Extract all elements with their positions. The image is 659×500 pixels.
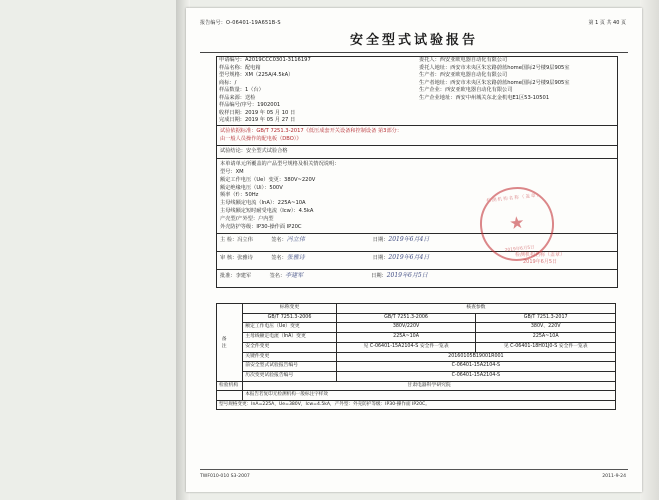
field-value: 2019 年 05 月 27 日: [244, 117, 296, 124]
signature-date-label: 日期：: [372, 255, 389, 262]
column-header-params: 核查参数: [336, 304, 615, 314]
signature-date-label: 日期：: [372, 237, 389, 244]
metadata-right-column: [417, 57, 617, 125]
cell-value-span: 甘肃电器科学研究院: [243, 381, 616, 391]
field-value: 西安市未央区朱宏路蔚蓝home国际2号楼9层905室: [450, 64, 570, 71]
field-label: 委托人：: [419, 57, 440, 63]
remarks-side-label-text: 备注: [220, 335, 226, 350]
cell-row-label: 关键件变更: [243, 352, 337, 362]
field-value: 西安亚欧电器自动化有限公司: [444, 87, 513, 94]
seal-date-label: 2019年6月5日: [522, 258, 558, 265]
title-divider: [200, 52, 628, 53]
signature-label: 签名：: [271, 237, 287, 244]
page-right-gutter: [640, 0, 659, 500]
list-item: [219, 117, 415, 125]
list-item: 主母线额定短时耐受电流（Icw）：4.5kA: [220, 207, 314, 214]
list-item: [219, 102, 415, 110]
signature-handwriting: 冯立伟: [286, 236, 305, 244]
table-row: [217, 391, 616, 401]
list-item: 外壳防护等级：IP30-操作面 IP20C: [220, 223, 302, 230]
list-item: [419, 87, 615, 95]
field-value: 配电箱: [244, 64, 261, 71]
field-label: 商标：: [219, 79, 235, 86]
list-item: [419, 95, 615, 103]
field-value: 1902001: [257, 102, 281, 109]
field-label: 样品来源：: [219, 94, 245, 101]
metadata-left-column: [217, 57, 417, 125]
field-value: 西安市未央区朱宏路蔚蓝home国际2号楼9层905室: [450, 79, 570, 86]
signature-role: 主 检：: [220, 237, 238, 244]
cell-value-old: 380V/220V: [336, 323, 476, 333]
list-item: [219, 57, 415, 65]
cell-row-label: 历次变更试验报告编号: [243, 371, 337, 381]
cell-row-label: 前安全型式试验报告编号: [243, 362, 337, 372]
table-header-row: [217, 304, 616, 314]
cell-value-span: 20160105B19001R001: [336, 352, 615, 362]
cell-value-new: 225A~10A: [476, 333, 616, 343]
report-number: [200, 20, 281, 27]
signature-role: 批准：: [220, 273, 236, 280]
star-icon: ★: [508, 212, 526, 235]
field-value: XM（225A/4.5kA）: [244, 72, 294, 79]
report-number-label: 报告编号：: [200, 20, 227, 26]
table-row: [217, 381, 616, 391]
list-item: [419, 57, 615, 65]
field-value: 2019 年 05 月 10 日: [244, 109, 296, 116]
field-value: 西安亚欧电器自动化有限公司: [439, 57, 508, 63]
cell-row-label: 安全件变更: [243, 342, 337, 352]
metadata-table: [217, 57, 617, 125]
unit-intro: 本单请单元所覆盖的产品型号规格及相关情况说明：: [220, 161, 340, 168]
field-label: 样品名称：: [219, 64, 245, 71]
list-item: 额定工作电压（Ue）变更：380V~220V: [220, 176, 316, 183]
field-label: 生产者：: [419, 72, 440, 79]
field-label: 生产企业地址：: [419, 94, 456, 101]
list-item: [419, 80, 615, 88]
list-item: [419, 72, 615, 80]
cell-standard-old-label: GB/T 7251.3-2006: [243, 313, 337, 323]
conclusion-text: 试验结论：安全型式试验合格: [220, 148, 288, 155]
page-number: 第 1 页 共 40 页: [588, 20, 626, 26]
seal-annotation: [494, 252, 586, 276]
footer-right-date: 2011-9-24: [602, 473, 626, 479]
list-item: [219, 72, 415, 80]
cell-note-2: 型号规格变更：InA=225A，Ue=380V，Icw=4.5kA，产外型：外壳防护等级：IP30-操作面 IP20C。: [217, 401, 616, 410]
cell-value-new: 380V、220V: [476, 323, 616, 333]
table-row: [217, 371, 616, 381]
signature-date: 2019年6月5日: [386, 272, 428, 280]
conclusion-section: [217, 145, 617, 158]
cell-value-old: 见 C-06401-15A2104-S 安全件一览表: [336, 342, 476, 352]
cell-value-span: C-06401-15A2104-S: [336, 362, 615, 372]
field-value: 西安亚欧电器自动化有限公司: [439, 72, 508, 79]
unit-description-section: [217, 158, 617, 233]
signature-label: 签名：: [269, 273, 286, 280]
seal-bottom-text: 2019年6月5日: [504, 245, 535, 254]
document-content: [194, 16, 634, 482]
cell-value-span: C-06401-15A2104-S: [336, 371, 615, 381]
signature-date-label: 日期：: [371, 273, 387, 280]
signature-name: 冯立伟: [237, 237, 253, 244]
table-row: [217, 342, 616, 352]
field-value: /: [234, 79, 237, 86]
footer-divider: [200, 469, 628, 470]
standard-line-2: 由一般人员操作的配电板（DBO）》: [220, 135, 302, 142]
list-item: 主母线额定电流（InA）：225A~10A: [220, 200, 306, 207]
list-item: 产壳型/产外型：户内型: [220, 215, 274, 222]
field-label: 样品编号/序号：: [219, 102, 258, 109]
signature-label: 签名：: [271, 255, 287, 262]
cell-row-label: 检验机构: [217, 381, 243, 391]
table-row: [217, 362, 616, 372]
document-title: 安全型式试验报告: [349, 33, 478, 48]
list-item: [419, 65, 615, 73]
scanned-document-page: [186, 8, 642, 492]
cell-row-label: 额定工作电压（Ue）变更: [243, 323, 337, 333]
remarks-side-label: [217, 304, 243, 382]
seal-org-label: 检测机构名称（盖章）: [514, 252, 565, 258]
list-item: 型号：XM: [220, 168, 244, 175]
table-row: [217, 313, 616, 323]
field-label: 完成日期：: [219, 117, 245, 124]
table-row: [217, 57, 617, 125]
table-row: [217, 323, 616, 333]
list-item: [219, 65, 415, 73]
standard-line-1: 试验依据标准：GB/T 7251.3-2017《低压成套开关设备和控制设备 第3部分：: [220, 127, 403, 134]
field-value: 西安中州城关东北金机电E1区53-10501: [455, 94, 550, 101]
list-item: 频率（f）：50Hz: [220, 192, 259, 199]
cell-value-new: 见 C-06401-18H01J0-S 安全件一览表: [476, 342, 616, 352]
field-label: 委托人地址：: [419, 64, 451, 71]
signature-name: 李建军: [235, 273, 252, 280]
list-item: 额定绝缘电压（Ui）：500V: [220, 184, 283, 191]
cell-value-old: 225A~10A: [336, 333, 476, 343]
field-label: 申请编号：: [219, 57, 245, 63]
standard-basis-section: [217, 125, 617, 146]
seal-top-text: 检测机构名称（盖章）: [486, 193, 543, 205]
cell-note-1: 本报告若复印无检测机构一般标注字样效: [243, 391, 616, 401]
signature-role: 审 核：: [220, 255, 238, 262]
field-value: 送检: [244, 94, 256, 101]
column-header-change: 标称变更: [243, 304, 337, 314]
field-label: 生产者地址：: [419, 79, 451, 86]
table-row: [217, 401, 616, 410]
field-label: 型号规格：: [219, 72, 245, 79]
field-label: 样品数量：: [219, 87, 245, 94]
signature-date: 2019年6月4日: [388, 254, 430, 262]
cell-standard-new: GB/T 7251.3-2017: [476, 313, 616, 323]
table-row: [217, 352, 616, 362]
list-item: [219, 80, 415, 88]
remarks-table: [216, 303, 616, 410]
signature-handwriting: 李建军: [285, 272, 304, 280]
list-item: [219, 87, 415, 95]
field-value: A2019CCC0301-3116197: [244, 57, 311, 63]
table-row: [217, 333, 616, 343]
signature-name: 张雅诗: [237, 255, 253, 262]
field-label: 收样日期：: [219, 109, 245, 116]
field-label: 生产企业：: [419, 87, 445, 94]
cell-standard-old: GB/T 7251.3-2006: [336, 313, 476, 323]
cell-note-label: [217, 391, 243, 401]
footer-left-code: TWF010-010 S3-2007: [200, 473, 250, 479]
report-number-value: O-06401-19A651B-S: [226, 20, 281, 26]
field-value: 1（台）: [244, 87, 264, 94]
cell-row-label: 主母线额定电流（InA）变更: [243, 333, 337, 343]
signature-date: 2019年6月4日: [388, 236, 430, 244]
signature-row-inspector: [217, 233, 617, 251]
signature-handwriting: 张雅诗: [286, 254, 305, 262]
